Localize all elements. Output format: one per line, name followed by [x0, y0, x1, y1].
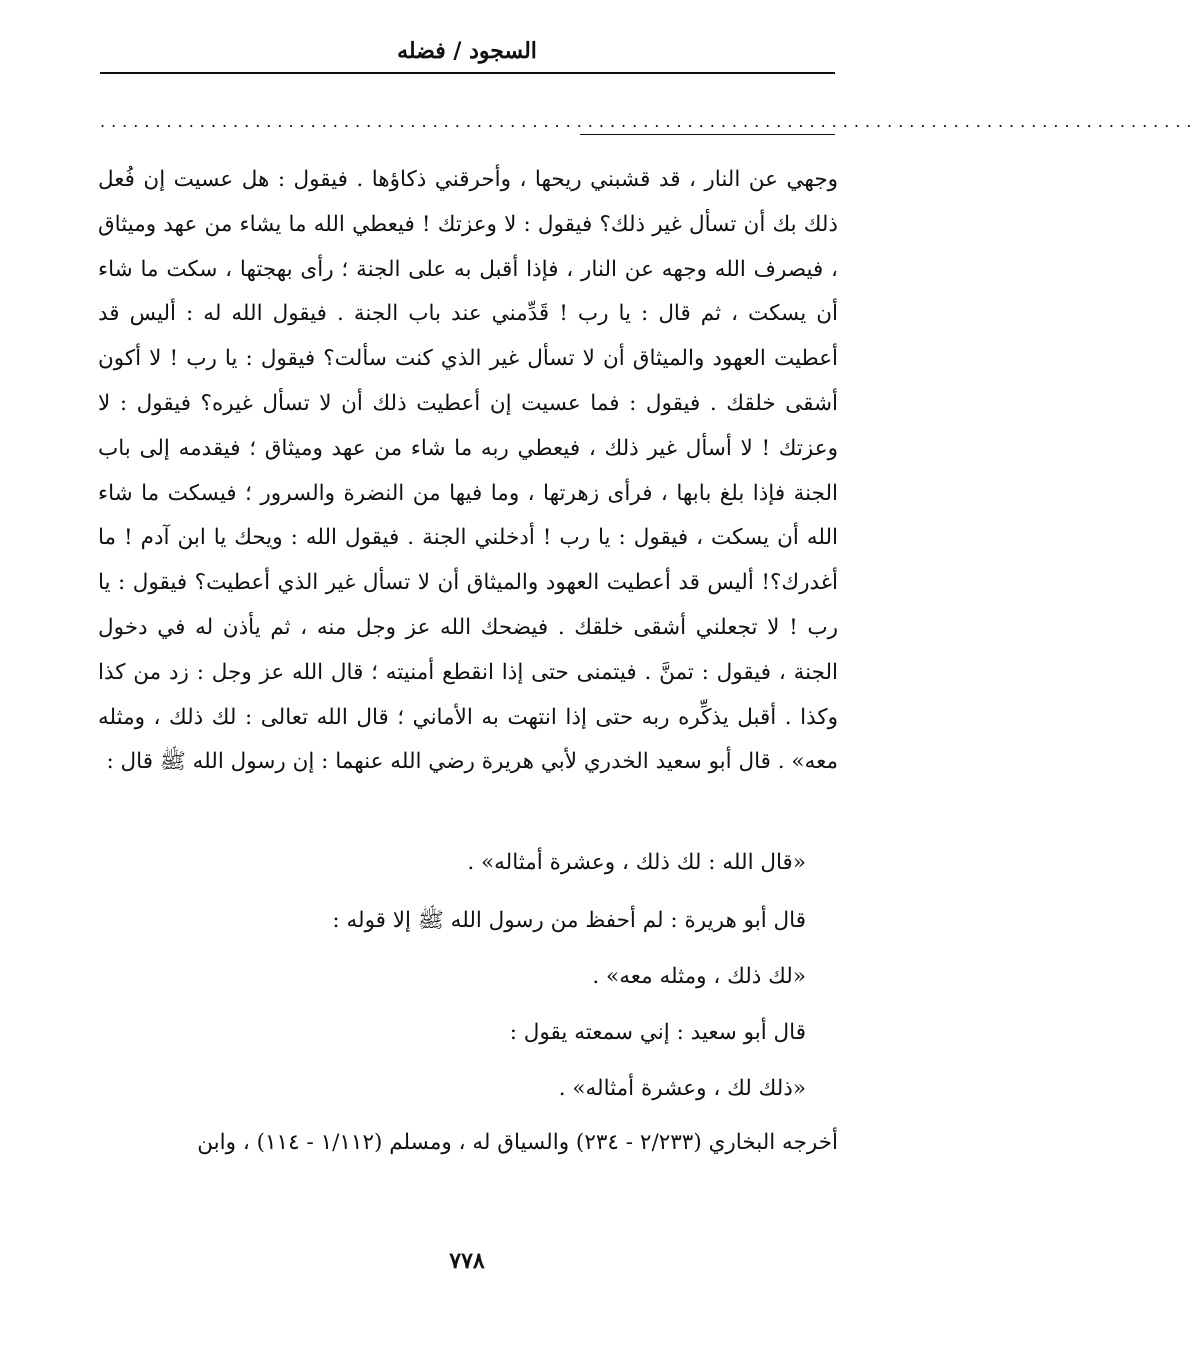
- page-number: ٧٧٨: [449, 1248, 485, 1274]
- quote-line-5: «ذلك لك ، وعشرة أمثاله» .: [558, 1076, 806, 1101]
- hadith-body-text: [98, 158, 838, 785]
- header-rule: [100, 72, 835, 74]
- body-paragraph: وجهي عن النار ، قد قشبني ريحها ، وأحرقني ذكاؤها . فيقول : هل عسيت إن فُعل ذلك بك أن تسأل غير ذلك؟ فيقول : لا وعزتك ! فيعطي الله ما يشاء من عهد وميثاق ، فيصرف الله وجهه عن النار ، فإذا أقبل به على الجنة ؛ رأى بهجتها ، سكت ما شاء أن يسكت ، ثم قال : يا رب ! قَدِّمني عند باب الجنة . فيقول الله له : أليس قد أعطيت العهود والميثاق أن لا تسأل غير الذي كنت سألت؟ فيقول : يا رب ! لا أكون أشقى خلقك . فيقول : فما عسيت إن أعطيت ذلك أن لا تسأل غيره؟ فيقول : لا وعزتك ! لا أسأل غير ذلك ، فيعطي ربه ما شاء من عهد وميثاق ؛ فيقدمه إلى باب الجنة فإذا بلغ بابها ، فرأى زهرتها ، وما فيها من النضرة والسرور ؛ فيسكت ما شاء الله أن يسكت ، فيقول : يا رب ! أدخلني الجنة . فيقول الله : ويحك يا ابن آدم ! ما أغدرك؟! أليس قد أعطيت العهود والميثاق أن لا تسأل غير الذي أعطيت؟ فيقول : يا رب ! لا تجعلني أشقى خلقك . فيضحك الله عز وجل منه ، ثم يأذن له في دخول الجنة ، فيقول : تمنَّ . فيتمنى حتى إذا انقطع أمنيته ؛ قال الله عز وجل : زد من كذا وكذا . أقبل يذكِّره ربه حتى إذا انتهت به الأماني ؛ قال الله تعالى : لك ذلك ، ومثله معه» . قال أبو سعيد الخدري لأبي هريرة رضي الله عنهما : إن رسول الله ﷺ قال :: [98, 167, 838, 775]
- dotted-separator: ...................................................................................................: [100, 112, 1198, 131]
- quote-line-4: قال أبو سعيد : إني سمعته يقول :: [509, 1020, 806, 1045]
- quote-line-3: «لك ذلك ، ومثله معه» .: [592, 964, 806, 989]
- quote-line-2: قال أبو هريرة : لم أحفظ من رسول الله ﷺ إلا قوله :: [332, 908, 806, 933]
- running-header-title: السجود / فضله: [397, 38, 537, 64]
- dotted-separator-underline: [580, 134, 835, 135]
- takhrij-text: أخرجه البخاري (٢/٢٣٣ - ٢٣٤) والسياق له ، ومسلم (١/١١٢ - ١١٤) ، وابن: [197, 1130, 838, 1155]
- quote-line-1: «قال الله : لك ذلك ، وعشرة أمثاله» .: [467, 850, 806, 875]
